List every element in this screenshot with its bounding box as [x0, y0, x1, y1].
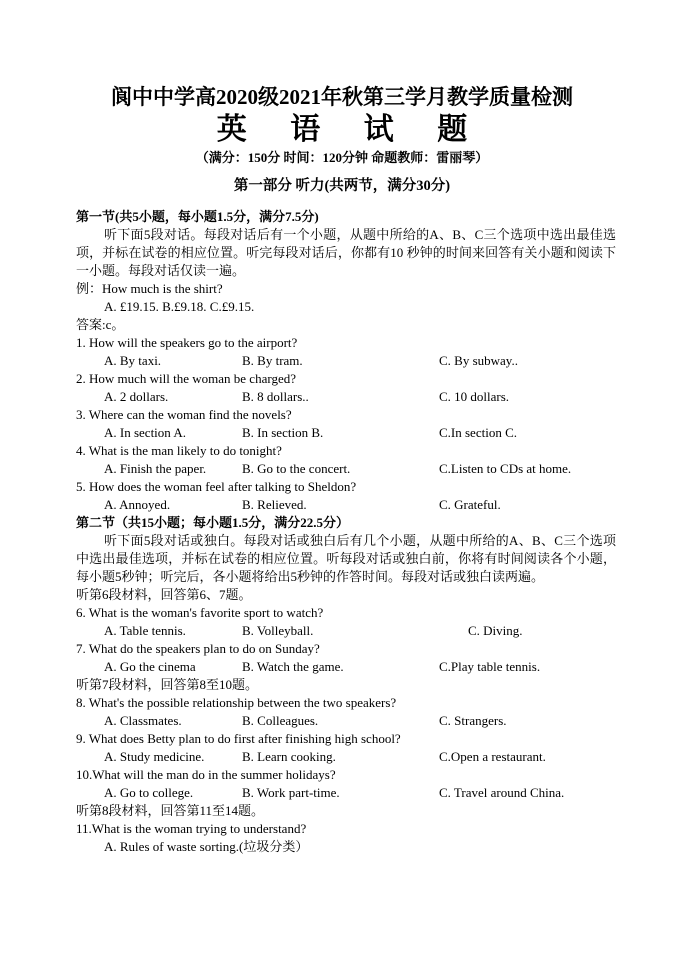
option-a: A. By taxi.	[104, 353, 162, 368]
question-5: 5. How does the woman feel after talking to Sheldon?	[76, 479, 357, 494]
example-answer: 答案:c。	[76, 317, 125, 332]
part-heading: 第一部分 听力(共两节，满分30分)	[233, 178, 451, 194]
material-8-note: 听第8段材料，回答第11至14题。	[76, 803, 265, 818]
question-4: 4. What is the man likely to do tonight?	[76, 443, 282, 458]
question-2: 2. How much will the woman be charged?	[76, 371, 296, 386]
question-8: 8. What's the possible relationship between the two speakers?	[76, 695, 397, 710]
question-1: 1. How will the speakers go to the airport?	[76, 335, 298, 350]
section1-heading: 第一节(共5小题，每小题1.5分，满分7.5分)	[76, 209, 319, 224]
exam-info: （满分：150分 时间：120分钟 命题教师：雷丽琴）	[195, 150, 489, 165]
question-6: 6. What is the woman's favorite sport to watch?	[76, 605, 324, 620]
section1-instructions: 听下面5段对话。每段对话后有一个小题，从题中所给的A、B、C三个选项中选出最佳选项，并标在试卷的相应位置。听完每段对话后，你都有10 秒钟的时间来回答有关小题和阅读下一小题。每段对话仅读一遍。	[76, 227, 616, 278]
option-a: A. Table tennis.	[104, 623, 186, 638]
question-11: 11.What is the woman trying to understand?	[76, 821, 307, 836]
option-c: C. Travel around China.	[439, 785, 565, 800]
option-c: C. Diving.	[468, 623, 523, 638]
option-a: A. Go the cinema	[104, 659, 196, 674]
option-b: B. Go to the concert.	[242, 461, 351, 476]
option-a: A. Finish the paper.	[104, 461, 207, 476]
section2-instructions: 听下面5段对话或独白。每段对话或独白后有几个小题，从题中所给的A、B、C三个选项中选出最佳选项，并标在试卷的相应位置。听每段对话或独白前，你将有时间阅读各个小题，每小题5秒钟；听完后，各小题将给出5秒钟的作答时间。每段对话或独白读两遍。	[76, 533, 616, 584]
question-3: 3. Where can the woman find the novels?	[76, 407, 292, 422]
exam-title: 阆中中学高2020级2021年秋第三学月教学质量检测	[111, 85, 573, 109]
section2-heading: 第二节（共15小题；每小题1.5分，满分22.5分）	[76, 515, 350, 530]
example-question: 例：How much is the shirt?	[76, 281, 223, 296]
material-7-note: 听第7段材料，回答第8至10题。	[76, 677, 259, 692]
option-c: C. 10 dollars.	[439, 389, 510, 404]
option-a: A. Annoyed.	[104, 497, 171, 512]
option-b: B. Colleagues.	[242, 713, 319, 728]
option-a: A. Go to college.	[104, 785, 194, 800]
subject-title: 英 语 试 题	[216, 113, 486, 146]
option-a: A. Classmates.	[104, 713, 182, 728]
option-a: A. In section A.	[104, 425, 186, 440]
option-b: B. Learn cooking.	[242, 749, 336, 764]
option-c: C.Play table tennis.	[439, 659, 541, 674]
option-c: C.Open a restaurant.	[439, 749, 546, 764]
example-options: A. £19.15. B.£9.18. C.£9.15.	[104, 299, 255, 314]
option-b: B. By tram.	[242, 353, 303, 368]
option-c: C. Strangers.	[439, 713, 507, 728]
question-9: 9. What does Betty plan to do first after finishing high school?	[76, 731, 401, 746]
option-c: C. By subway..	[439, 353, 518, 368]
option-b: B. Relieved.	[242, 497, 307, 512]
option-c: C. Grateful.	[439, 497, 501, 512]
option-a: A. Study medicine.	[104, 749, 205, 764]
option-c: C.Listen to CDs at home.	[439, 461, 572, 476]
option-c: C.In section C.	[439, 425, 517, 440]
option-a: A. 2 dollars.	[104, 389, 169, 404]
option-b: B. Work part-time.	[242, 785, 340, 800]
exam-content	[76, 208, 616, 856]
option-b: B. Watch the game.	[242, 659, 344, 674]
option-b: B. In section B.	[242, 425, 324, 440]
option-b: B. Volleyball.	[242, 623, 314, 638]
option-a: A. Rules of waste sorting.(垃圾分类）	[104, 839, 309, 854]
option-b: B. 8 dollars..	[242, 389, 309, 404]
question-7: 7. What do the speakers plan to do on Sunday?	[76, 641, 320, 656]
material-6-note: 听第6段材料，回答第6、7题。	[76, 587, 252, 602]
question-10: 10.What will the man do in the summer holidays?	[76, 767, 336, 782]
